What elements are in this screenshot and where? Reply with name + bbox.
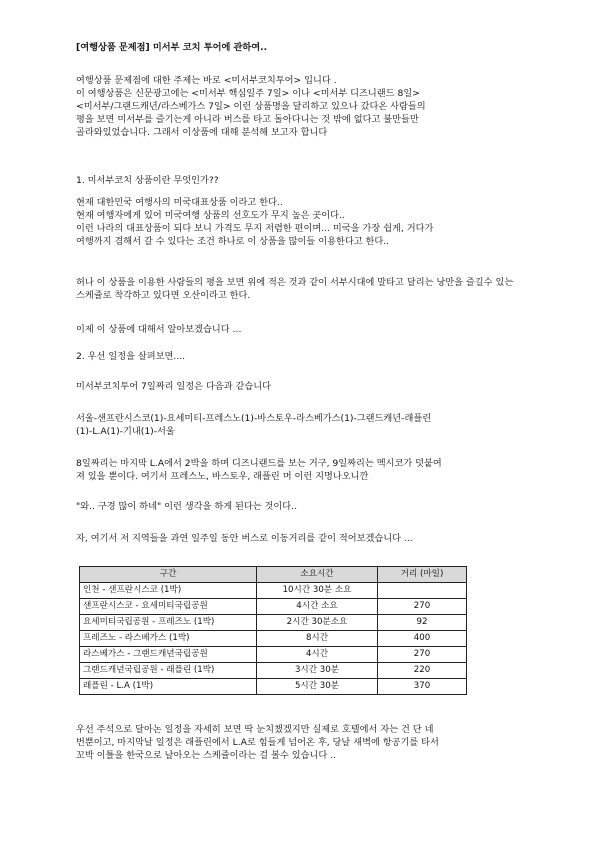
text-line: (1)-L.A(1)-기내(1)-서울	[76, 426, 175, 437]
text-line: 평을 보면 미서부를 즐기는게 아니라 버스를 타고 돌아다니는 것 밖에 없다고 불만들만	[76, 114, 419, 125]
paragraph-5: 미서부코치투어 7일짜리 일정은 다음과 같습니다	[76, 381, 272, 392]
distance-cell: 220	[378, 663, 467, 679]
paragraph-7: "와.. 구경 많이 하네" 이런 생각을 하게 된다는 것이다..	[76, 501, 297, 512]
itinerary-table	[79, 566, 467, 695]
paragraph-9	[76, 723, 524, 762]
table-header-row	[80, 567, 467, 583]
duration-cell: 3시간 30분	[257, 663, 378, 679]
paragraph-3: 허나 이 상품을 이용한 사람들의 평을 보면 위에 적은 것과 같이 서부시대에 말타고 달리는 낭만을 즐길수 있는 스케쥴로 착각하고 있다면 오산이라고 한다.	[76, 277, 514, 301]
text-line: 현재 여행자에게 있어 미국여행 상품의 선호도가 무지 높은 곳이다..	[76, 210, 345, 221]
distance-cell: 400	[378, 631, 467, 647]
text-line: 이런 나라의 대표상품이 되다 보니 가격도 무지 저렴한 편이며... 미국을 가장 쉽게, 거다가	[76, 223, 434, 234]
text-line: 여행상품 문제점에 대한 주제는 바로 <미서부코치투어> 입니다 .	[76, 75, 337, 86]
distance-cell: 370	[378, 679, 467, 695]
text-line: 꼬박 이틀을 한국으로 날아오는 스케쥴이라는 걸 볼수 있습니다 ..	[76, 750, 336, 761]
table-row	[80, 679, 467, 695]
table-row	[80, 631, 467, 647]
segment-cell: 래플린 - L.A (1박)	[80, 679, 257, 695]
paragraph-8: 자, 여기서 저 지역들을 과연 일주일 동안 버스로 이동거리를 같이 적어보겠습니다 ...	[76, 533, 413, 544]
duration-cell: 10시간 30분 소요	[257, 583, 378, 599]
text-line: 골라와있었습니다. 그래서 이상품에 대해 분석해 보고자 합니다	[76, 127, 328, 138]
distance-cell: 270	[378, 599, 467, 615]
segment-cell: 그랜드캐년국립공원 - 래플린 (1박)	[80, 663, 257, 679]
table-row	[80, 647, 467, 663]
segment-cell: 인천 - 샌프란시스코 (1박)	[80, 583, 257, 599]
duration-cell: 4시간	[257, 647, 378, 663]
distance-cell	[378, 583, 467, 599]
paragraph-4: 이제 이 상품에 대해서 알아보겠습니다 ...	[76, 324, 242, 335]
table-row	[80, 615, 467, 631]
text-line: 번뿐이고, 마지막날 일정은 래플린에서 L.A로 힘들게 넘어온 후, 당날 새벽에 항공기를 타서	[76, 737, 439, 748]
header-distance: 거리 (마일)	[378, 567, 467, 583]
route-itinerary	[76, 412, 524, 438]
text-line: 8일짜리는 마지막 L.A에서 2박을 하며 디즈니랜드를 보는 거구, 9일짜리는 멕시코가 덧붙여	[76, 458, 442, 469]
table-row	[80, 599, 467, 615]
duration-cell: 4시간 소요	[257, 599, 378, 615]
paragraph-6	[76, 457, 524, 483]
text-line: 서울-샌프란시스코(1)-요세미티-프레스노(1)-바스토우-라스베가스(1)-그랜드캐년-래플린	[76, 413, 432, 424]
header-duration: 소요시간	[257, 567, 378, 583]
document-title: [여행상품 문제점] 미서부 코치 투어에 관하여..	[76, 42, 268, 53]
text-line: <미서부/그랜드캐년/라스베가스 7일> 이런 상품명을 달리하고 있으나 갔다온 사람들의	[76, 101, 426, 112]
segment-cell: 프레즈노 - 라스베가스 (1박)	[80, 631, 257, 647]
header-segment: 구간	[80, 567, 257, 583]
text-line: 여행까지 겸해서 갈 수 있다는 조건 하나로 이 상품을 많이들 이용한다고 한다..	[76, 236, 390, 247]
duration-cell: 2시간 30분소요	[257, 615, 378, 631]
duration-cell: 8시간	[257, 631, 378, 647]
text-line: 이 여행상품은 신문광고에는 <미서부 핵심일주 7일> 이나 <미서부 디즈니랜드 8일>	[76, 88, 420, 99]
intro-paragraph	[76, 74, 524, 139]
segment-cell: 라스베가스 - 그랜드캐년국립공원	[80, 647, 257, 663]
section-heading-1: 1. 미서부코치 상품이란 무엇인가??	[76, 175, 219, 186]
section-heading-2: 2. 우선 일정을 살펴보면....	[76, 351, 186, 362]
distance-cell: 270	[378, 647, 467, 663]
table-row	[80, 663, 467, 679]
text-line: 져 있을 뿐이다. 여기서 프레스노, 바스토우, 래플린 머 이런 지명나오니깐	[76, 471, 369, 482]
text-line: 우선 주석으로 달아논 일정을 자세히 보면 딱 눈치챘겠지만 실제로 호텔에서 자는 건 단 네	[76, 724, 434, 735]
paragraph-2	[76, 196, 524, 248]
table-row	[80, 583, 467, 599]
segment-cell: 샌프란시스코 - 요세미티국립공원	[80, 599, 257, 615]
distance-cell: 92	[378, 615, 467, 631]
text-line: 현재 대한민국 여행사의 미국대표상품 이라고 한다..	[76, 197, 283, 208]
segment-cell: 요세미티국립공원 - 프레즈노 (1박)	[80, 615, 257, 631]
duration-cell: 5시간 30분	[257, 679, 378, 695]
